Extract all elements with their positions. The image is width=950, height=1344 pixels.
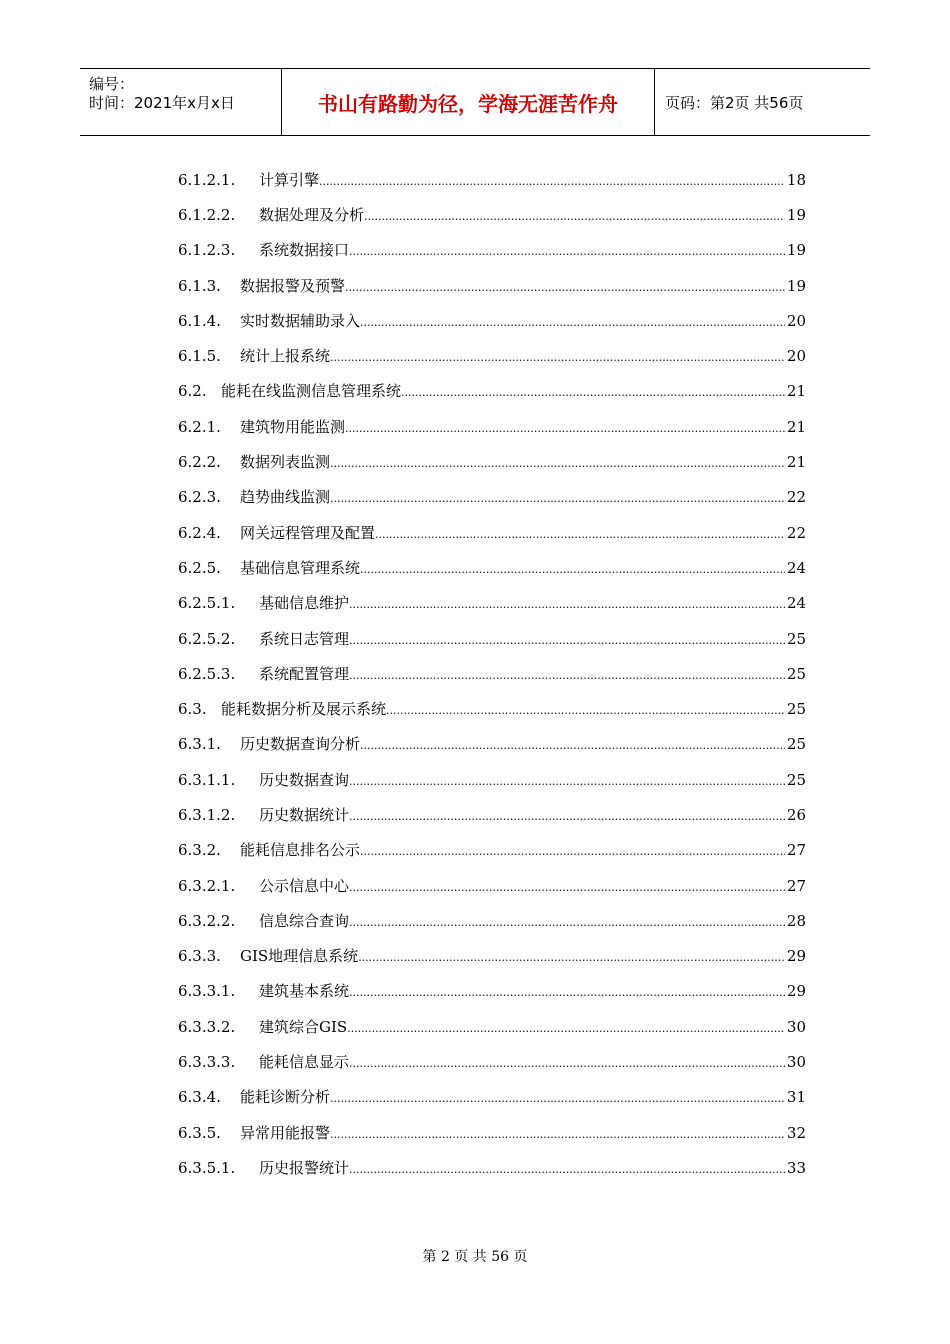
toc-leader-dots	[386, 702, 785, 720]
toc-leader-dots	[330, 1090, 785, 1108]
page-header	[80, 68, 870, 136]
toc-entry-title: 趋势曲线监测	[240, 488, 331, 507]
toc-entry-title: 公示信息中心	[259, 876, 350, 895]
toc-entry-page: 20	[786, 347, 806, 366]
toc-leader-dots	[349, 773, 785, 791]
toc-entry-number: 6.2.3.	[178, 488, 221, 507]
toc-entry-page: 33	[786, 1158, 806, 1177]
toc-entry-page: 28	[786, 911, 806, 930]
toc-entry-title: 实时数据辅助录入	[240, 311, 361, 330]
toc-entry[interactable]	[178, 480, 806, 515]
toc-entry-number: 6.3.3.3.	[178, 1053, 236, 1072]
toc-leader-dots	[401, 384, 785, 402]
toc-entry[interactable]	[178, 656, 806, 691]
toc-entry-number: 6.2.5.1.	[178, 594, 236, 613]
toc-entry-number: 6.3.2.2.	[178, 911, 236, 930]
toc-leader-dots	[345, 279, 785, 297]
toc-entry[interactable]	[178, 162, 806, 197]
toc-entry-page: 25	[786, 770, 806, 789]
toc-leader-dots	[349, 667, 785, 685]
toc-entry-number: 6.2.2.	[178, 453, 221, 472]
toc-leader-dots	[349, 1055, 785, 1073]
toc-leader-dots	[360, 737, 785, 755]
page-footer: 第 2 页 共 56 页	[422, 1249, 528, 1265]
toc-entry[interactable]	[178, 974, 806, 1009]
toc-entry-title: 网关远程管理及配置	[240, 523, 376, 542]
toc-entry[interactable]	[178, 268, 806, 303]
toc-entry-title: 历史数据查询	[259, 770, 350, 789]
toc-entry-page: 25	[786, 735, 806, 754]
time-label: 时间：2021年x月x日	[89, 94, 235, 112]
toc-entry-page: 20	[786, 311, 806, 330]
toc-entry-page: 25	[786, 664, 806, 683]
toc-entry-number: 6.3.1.1.	[178, 770, 236, 789]
toc-entry-page: 18	[786, 170, 806, 189]
toc-entry-number: 6.3.3.1.	[178, 982, 236, 1001]
toc-entry-title: 计算引擎	[259, 170, 320, 189]
toc-entry-number: 6.2.	[178, 382, 207, 401]
toc-entry-number: 6.3.1.	[178, 735, 221, 754]
toc-entry-title: 基础信息管理系统	[240, 558, 361, 577]
toc-entry-page: 29	[786, 947, 806, 966]
toc-entry[interactable]	[178, 762, 806, 797]
toc-entry-number: 6.3.5.	[178, 1123, 221, 1142]
toc-entry-page: 26	[786, 805, 806, 824]
toc-entry-title: 信息综合查询	[259, 911, 350, 930]
toc-entry-page: 30	[786, 1017, 806, 1036]
toc-entry-title: 数据报警及预警	[240, 276, 346, 295]
toc-entry-title: 历史数据查询分析	[240, 735, 361, 754]
toc-leader-dots	[360, 561, 785, 579]
toc-entry[interactable]	[178, 868, 806, 903]
toc-entry-page: 22	[786, 523, 806, 542]
toc-entry-number: 6.2.4.	[178, 523, 221, 542]
toc-entry-title: 统计上报系统	[240, 347, 331, 366]
toc-entry-title: 建筑综合GIS	[259, 1017, 348, 1036]
toc-entry[interactable]	[178, 1150, 806, 1185]
toc-entry-title: 建筑物用能监测	[240, 417, 346, 436]
toc-entry-title: 历史报警统计	[259, 1158, 350, 1177]
toc-entry[interactable]	[178, 233, 806, 268]
toc-entry[interactable]	[178, 1044, 806, 1079]
toc-entry-page: 27	[786, 841, 806, 860]
toc-entry[interactable]	[178, 903, 806, 938]
toc-entry-title: 基础信息维护	[259, 594, 350, 613]
toc-entry[interactable]	[178, 691, 806, 726]
toc-entry-title: 能耗数据分析及展示系统	[221, 700, 387, 719]
toc-entry-page: 19	[786, 276, 806, 295]
toc-entry[interactable]	[178, 1009, 806, 1044]
toc-entry[interactable]	[178, 550, 806, 585]
toc-leader-dots	[349, 632, 785, 650]
toc-entry-number: 6.3.4.	[178, 1088, 221, 1107]
toc-leader-dots	[330, 1126, 785, 1144]
toc-entry-number: 6.1.3.	[178, 276, 221, 295]
toc-entry-number: 6.1.2.2.	[178, 205, 236, 224]
toc-entry-number: 6.3.3.	[178, 947, 221, 966]
toc-leader-dots	[349, 1161, 785, 1179]
toc-leader-dots	[349, 243, 785, 261]
toc-entry-number: 6.2.5.	[178, 558, 221, 577]
toc-entry-page: 24	[786, 558, 806, 577]
toc-leader-dots	[349, 914, 785, 932]
toc-entry-title: 系统数据接口	[259, 241, 350, 260]
toc-leader-dots	[358, 949, 785, 967]
toc-entry[interactable]	[178, 409, 806, 444]
toc-entry[interactable]	[178, 1115, 806, 1150]
toc-entry-page: 27	[786, 876, 806, 895]
toc-leader-dots	[349, 984, 785, 1002]
toc-entry[interactable]	[178, 833, 806, 868]
toc-leader-dots	[330, 349, 785, 367]
toc-entry[interactable]	[178, 197, 806, 232]
header-page-info: 页码：第2页 共56页	[665, 93, 804, 112]
toc-entry-title: 数据处理及分析	[259, 205, 365, 224]
toc-entry-page: 25	[786, 629, 806, 648]
toc-entry-title: 异常用能报警	[240, 1123, 331, 1142]
toc-leader-dots	[349, 879, 785, 897]
toc-leader-dots	[349, 596, 785, 614]
toc-entry-title: 能耗信息排名公示	[240, 841, 361, 860]
toc-entry-page: 29	[786, 982, 806, 1001]
header-motto: 书山有路勤为径，学海无涯苦作舟	[282, 69, 655, 135]
toc-entry-number: 6.2.5.2.	[178, 629, 236, 648]
toc-leader-dots	[330, 490, 785, 508]
toc-entry-number: 6.2.1.	[178, 417, 221, 436]
toc-entry-page: 21	[786, 382, 806, 401]
header-meta	[80, 69, 282, 135]
toc-leader-dots	[319, 173, 785, 191]
toc-leader-dots	[349, 808, 785, 826]
toc-leader-dots	[345, 420, 785, 438]
toc-leader-dots	[364, 208, 785, 226]
toc-entry-number: 6.2.5.3.	[178, 664, 236, 683]
toc-leader-dots	[360, 843, 785, 861]
toc-entry-title: 建筑基本系统	[259, 982, 350, 1001]
toc-entry-number: 6.3.5.1.	[178, 1158, 236, 1177]
toc-entry-page: 25	[786, 700, 806, 719]
toc-entry-page: 24	[786, 594, 806, 613]
toc-entry-number: 6.1.2.3.	[178, 241, 236, 260]
toc-leader-dots	[347, 1020, 785, 1038]
toc-entry-number: 6.1.2.1.	[178, 170, 236, 189]
toc-entry[interactable]	[178, 621, 806, 656]
toc-entry[interactable]	[178, 727, 806, 762]
toc-entry[interactable]	[178, 374, 806, 409]
toc-entry-title: 历史数据统计	[259, 805, 350, 824]
toc-entry-page: 31	[786, 1088, 806, 1107]
toc-entry-title: 系统日志管理	[259, 629, 350, 648]
toc-leader-dots	[330, 455, 785, 473]
table-of-contents	[178, 162, 806, 1186]
toc-entry-page: 30	[786, 1053, 806, 1072]
toc-entry-number: 6.3.	[178, 700, 207, 719]
toc-entry-title: 能耗诊断分析	[240, 1088, 331, 1107]
toc-entry-page: 22	[786, 488, 806, 507]
toc-entry-page: 21	[786, 417, 806, 436]
toc-entry-page: 21	[786, 453, 806, 472]
toc-entry-title: 能耗信息显示	[259, 1053, 350, 1072]
toc-entry[interactable]	[178, 515, 806, 550]
toc-entry[interactable]	[178, 939, 806, 974]
toc-leader-dots	[375, 526, 785, 544]
toc-entry[interactable]	[178, 797, 806, 832]
toc-entry-number: 6.3.2.	[178, 841, 221, 860]
toc-entry-page: 32	[786, 1123, 806, 1142]
toc-entry-number: 6.3.1.2.	[178, 805, 236, 824]
toc-entry[interactable]	[178, 586, 806, 621]
toc-entry-number: 6.3.2.1.	[178, 876, 236, 895]
toc-entry-number: 6.1.4.	[178, 311, 221, 330]
toc-entry[interactable]	[178, 303, 806, 338]
toc-entry-number: 6.3.3.2.	[178, 1017, 236, 1036]
toc-entry-title: GIS地理信息系统	[240, 947, 359, 966]
toc-entry[interactable]	[178, 1080, 806, 1115]
toc-entry-page: 19	[786, 241, 806, 260]
toc-entry-title: 数据列表监测	[240, 453, 331, 472]
toc-entry[interactable]	[178, 338, 806, 373]
toc-entry-title: 系统配置管理	[259, 664, 350, 683]
toc-entry-number: 6.1.5.	[178, 347, 221, 366]
toc-leader-dots	[360, 314, 785, 332]
toc-entry-title: 能耗在线监测信息管理系统	[221, 382, 402, 401]
toc-entry-page: 19	[786, 205, 806, 224]
toc-entry[interactable]	[178, 444, 806, 479]
serial-label: 编号：	[89, 75, 135, 93]
